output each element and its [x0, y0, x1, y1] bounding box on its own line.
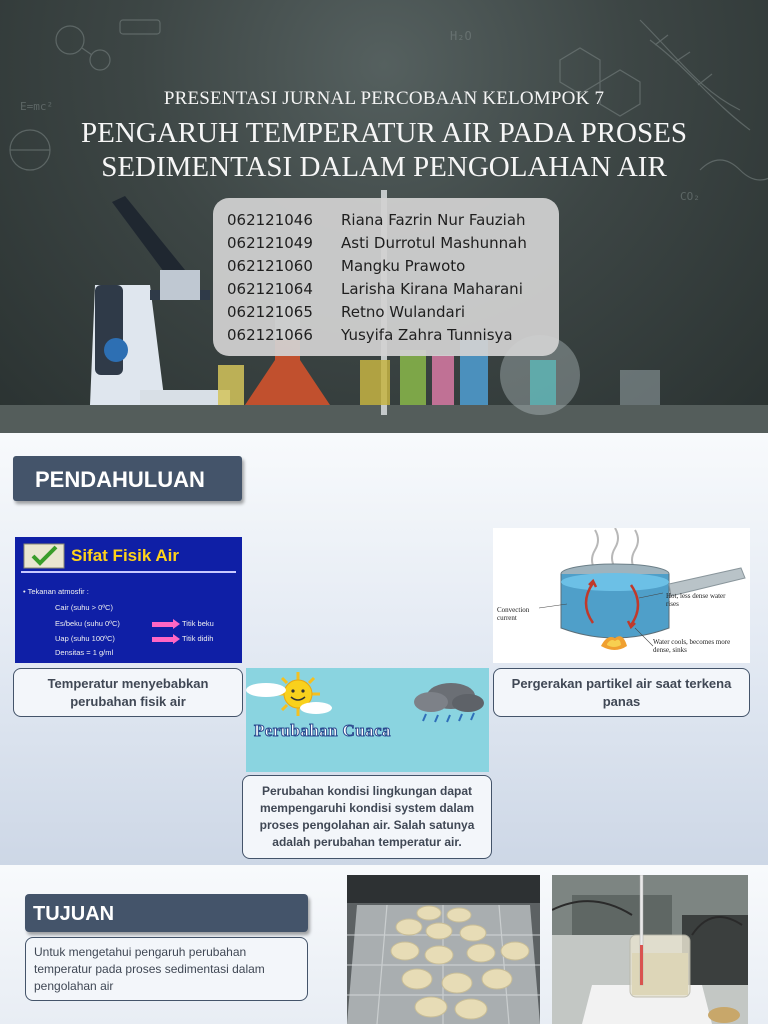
pendahuluan-slide — [0, 433, 768, 865]
member-name: Asti Durrotul Mashunnah — [341, 234, 527, 252]
checkmark-icon — [23, 543, 65, 569]
pendahuluan-heading: PENDAHULUAN — [13, 456, 242, 501]
sifat-line-5: Densitas = 1 g/ml — [55, 648, 114, 657]
svg-text:E=mc²: E=mc² — [20, 100, 54, 113]
member-row — [227, 255, 559, 278]
microscope-icon — [90, 196, 230, 405]
member-row — [227, 209, 559, 232]
weather-icon — [246, 668, 489, 772]
member-nim: 062121060 — [227, 257, 313, 275]
member-name: Mangku Prawoto — [341, 257, 466, 275]
member-list — [213, 198, 559, 356]
label-cool-water: Water cools, becomes more dense, sinks — [653, 638, 731, 654]
perubahan-cuaca-image — [246, 668, 489, 772]
title-line-1: PENGARUH TEMPERATUR AIR PADA PROSES — [81, 117, 687, 149]
member-nim: 062121065 — [227, 303, 313, 321]
tujuan-slide — [0, 865, 768, 1024]
title-line-2: SEDIMENTASI DALAM PENGOLAHAN AIR — [101, 151, 667, 183]
caption-pergerakan: Pergerakan partikel air saat terkena panas — [493, 668, 750, 717]
arrow-right-icon — [152, 622, 174, 627]
photo-beaker-thermometer — [552, 875, 748, 1024]
perubahan-cuaca-text: Perubahan Cuaca — [254, 721, 391, 740]
member-row — [227, 324, 559, 347]
member-nim: 062121064 — [227, 280, 313, 298]
sifat-line-3: Es/beku (suhu 0ºC) — [55, 619, 120, 628]
sifat-note-beku: Titik beku — [182, 619, 214, 628]
rain-cloud-icon — [414, 683, 484, 722]
tujuan-heading: TUJUAN — [25, 894, 308, 932]
presentation-subtitle: PRESENTASI JURNAL PERCOBAAN KELOMPOK 7 — [163, 88, 605, 109]
sifat-fisik-air-image — [15, 537, 242, 663]
label-convection: Convection current — [497, 606, 530, 622]
member-row — [227, 301, 559, 324]
member-row — [227, 232, 559, 255]
member-name: Larisha Kirana Maharani — [341, 280, 523, 298]
caption-perubahan-kondisi: Perubahan kondisi lingkungan dapat mempengaruhi kondisi system dalam proses pengolahan air. Salah satunya adalah perubahan temperatur air. — [242, 775, 492, 859]
member-name: Yusyifa Zahra Tunnisya — [341, 326, 513, 344]
sifat-line-2: Cair (suhu > 0ºC) — [55, 603, 113, 612]
sifat-line-4: Uap (suhu 100ºC) — [55, 634, 115, 643]
svg-text:H₂O: H₂O — [450, 29, 472, 43]
photo-beaker-tray — [347, 875, 540, 1024]
member-nim: 062121066 — [227, 326, 313, 344]
beaker-thermometer-icon — [552, 875, 748, 1024]
caption-temperatur: Temperatur menyebabkan perubahan fisik air — [13, 668, 243, 717]
sifat-fisik-title: Sifat Fisik Air — [71, 546, 180, 565]
member-name: Retno Wulandari — [341, 303, 466, 321]
presentation-title — [20, 116, 748, 184]
caption-tujuan: Untuk mengetahui pengaruh perubahan temperatur pada proses sedimentasi dalam pengolahan air — [25, 937, 308, 1001]
member-row — [227, 278, 559, 301]
beaker-tray-icon — [347, 875, 540, 1024]
sifat-note-didih: Titik didih — [182, 634, 214, 643]
svg-text:CO₂: CO₂ — [680, 190, 700, 203]
divider — [21, 571, 236, 573]
sifat-line-1: • Tekanan atmosfir : — [23, 587, 89, 596]
arrow-right-icon — [152, 637, 174, 642]
member-name: Riana Fazrin Nur Fauziah — [341, 211, 526, 229]
title-slide — [0, 0, 768, 433]
member-nim: 062121049 — [227, 234, 313, 252]
member-nim: 062121046 — [227, 211, 313, 229]
convection-pot-diagram — [493, 528, 750, 663]
label-hot-water: Hot, less dense water rises — [666, 592, 726, 608]
